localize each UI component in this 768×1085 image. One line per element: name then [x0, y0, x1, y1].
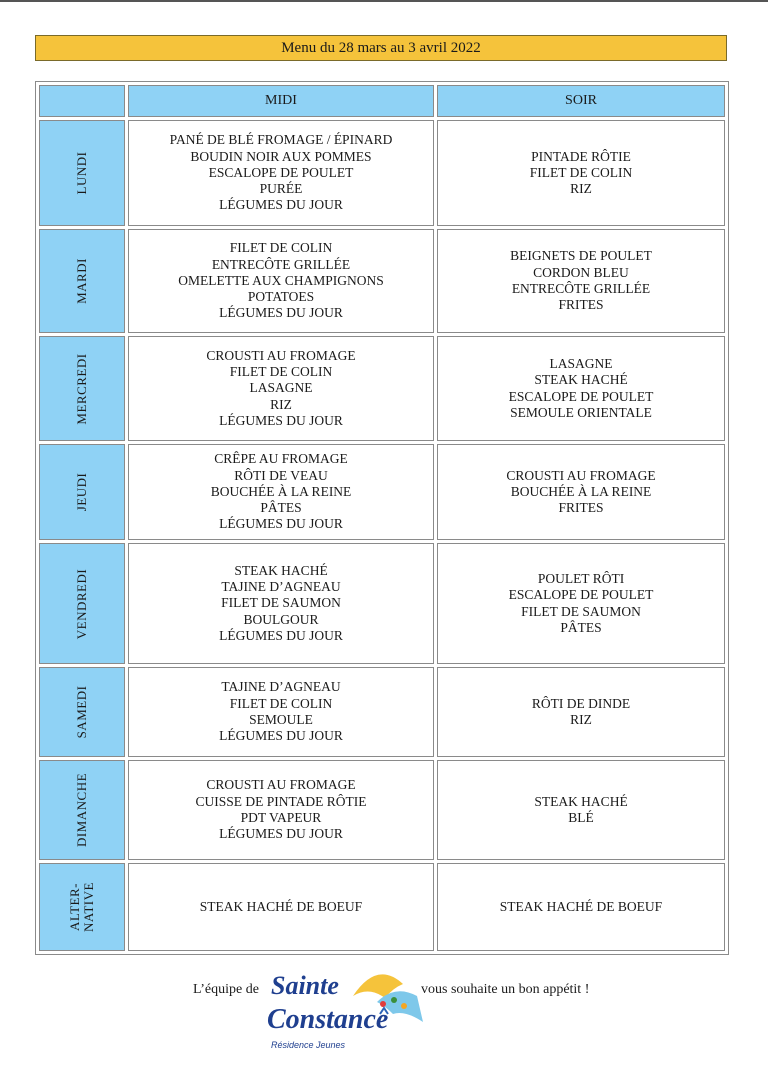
dish-item: RÔTI DE VEAU [234, 467, 328, 483]
dish-item: ENTRECÔTE GRILLÉE [511, 281, 651, 296]
logo-subtitle: Résidence Jeunes [271, 1040, 346, 1050]
day-label-line: ALTER- [67, 882, 82, 932]
dish-item: POULET RÔTI [537, 570, 625, 586]
menu-cell-soir [437, 120, 725, 226]
dish-item: CROUSTI AU FROMAGE [506, 467, 656, 483]
day-label: MERCREDI [74, 352, 89, 425]
menu-cell-soir [437, 336, 725, 441]
dish-item: ENTRECÔTE GRILLÉE [211, 256, 351, 272]
day-label-cell [39, 444, 125, 540]
menu-cell-soir [437, 444, 725, 540]
dish-item: PINTADE RÔTIE [531, 148, 631, 164]
logo-line-2: Constance [267, 1004, 389, 1035]
day-row [39, 120, 725, 226]
dish-item: FILET DE SAUMON [521, 603, 641, 619]
dish-item: TAJINE D’AGNEAU [221, 679, 341, 695]
day-label: VENDREDI [74, 568, 89, 639]
day-row [39, 336, 725, 441]
menu-cell-midi [128, 543, 434, 664]
header-row [39, 85, 725, 117]
menu-cell-midi [128, 229, 434, 333]
day-label-cell [39, 543, 125, 664]
dish-item: CORDON BLEU [533, 264, 629, 280]
dish-item: RIZ [570, 712, 592, 727]
dish-item: TAJINE D’AGNEAU [221, 579, 341, 595]
dish-item: FRITES [558, 500, 604, 516]
dish-item: PÂTES [260, 500, 302, 516]
dish-item: FILET DE SAUMON [221, 595, 341, 611]
day-row [39, 760, 725, 860]
dish-item: FRITES [558, 297, 604, 313]
dish-item: PANÉ DE BLÉ FROMAGE / ÉPINARD [169, 132, 393, 148]
menu-cell-soir [437, 229, 725, 333]
dish-item: BOUCHÉE À LA REINE [510, 483, 652, 499]
day-label-cell [39, 863, 125, 951]
dish-item: FILET DE COLIN [229, 364, 333, 380]
dish-item: CRÊPE AU FROMAGE [214, 451, 348, 467]
dish-item: LÉGUMES DU JOUR [219, 516, 343, 532]
dish-item: OMELETTE AUX CHAMPIGNONS [178, 272, 384, 288]
dish-item: STEAK HACHÉ DE BOEUF [199, 898, 363, 914]
menu-title: Menu du 28 mars au 3 avril 2022 [35, 35, 727, 61]
dish-item: LÉGUMES DU JOUR [219, 826, 343, 842]
dish-item: PÂTES [560, 619, 602, 635]
dish-item: FILET DE COLIN [529, 164, 633, 180]
day-label [68, 882, 96, 932]
menu-table [35, 81, 729, 955]
dish-item: BOUCHÉE À LA REINE [210, 483, 352, 499]
dish-item: FILET DE COLIN [229, 695, 333, 711]
dish-item: PURÉE [259, 181, 303, 197]
day-label: SAMEDI [74, 685, 89, 739]
day-label-cell [39, 120, 125, 226]
menu-cell-soir [437, 760, 725, 860]
dish-item: CUISSE DE PINTADE RÔTIE [195, 793, 367, 809]
dish-item: STEAK HACHÉ [534, 372, 628, 388]
day-label: JEUDI [74, 472, 89, 512]
menu-cell-midi [128, 863, 434, 951]
dish-item: STEAK HACHÉ [234, 562, 328, 578]
footer-right-text: vous souhaite un bon appétit ! [421, 982, 590, 997]
dish-item: POTATOES [247, 289, 315, 305]
sainte-constance-logo [265, 962, 425, 1054]
day-label: LUNDI [74, 151, 89, 195]
dish-item: RÔTI DE DINDE [531, 695, 631, 711]
day-label-cell [39, 336, 125, 441]
column-header-soir: SOIR [437, 85, 725, 117]
dish-item: ESCALOPE DE POULET [208, 164, 354, 180]
day-row [39, 229, 725, 333]
dish-item: STEAK HACHÉ [534, 793, 628, 809]
dish-item: ESCALOPE DE POULET [508, 587, 654, 603]
column-header-midi: MIDI [128, 85, 434, 117]
dish-item: LÉGUMES DU JOUR [219, 728, 343, 744]
day-label-cell [39, 667, 125, 757]
dish-item: CROUSTI AU FROMAGE [206, 777, 356, 793]
day-label: MARDI [74, 258, 89, 304]
day-row [39, 667, 725, 757]
dish-item: SEMOULE ORIENTALE [510, 404, 652, 420]
day-label-cell [39, 229, 125, 333]
menu-cell-soir [437, 543, 725, 664]
dish-item: PDT VAPEUR [240, 810, 322, 825]
day-label-cell [39, 760, 125, 860]
dish-item: LÉGUMES DU JOUR [219, 412, 343, 428]
dish-item: RIZ [570, 181, 592, 197]
menu-cell-soir [437, 667, 725, 757]
dish-item: LÉGUMES DU JOUR [219, 305, 343, 321]
dish-item: LÉGUMES DU JOUR [219, 197, 343, 213]
day-row [39, 444, 725, 540]
menu-cell-midi [128, 667, 434, 757]
menu-cell-midi [128, 444, 434, 540]
menu-cell-midi [128, 760, 434, 860]
day-row [39, 863, 725, 951]
dish-item: FILET DE COLIN [229, 240, 333, 256]
menu-cell-midi [128, 336, 434, 441]
dish-item: BOULGOUR [243, 611, 319, 627]
dish-item: LASAGNE [249, 380, 313, 396]
dish-item: BEIGNETS DE POULET [510, 248, 652, 264]
day-label-line: NATIVE [81, 882, 96, 932]
dish-item: STEAK HACHÉ DE BOEUF [499, 898, 663, 914]
menu-cell-soir [437, 863, 725, 951]
dish-item: SEMOULE [249, 712, 313, 727]
menu-cell-midi [128, 120, 434, 226]
dish-item: RIZ [270, 396, 292, 412]
top-rule [0, 0, 768, 2]
dish-item: ESCALOPE DE POULET [508, 388, 654, 404]
dish-item: BOUDIN NOIR AUX POMMES [190, 148, 372, 164]
day-row [39, 543, 725, 664]
footer-left-text: L’équipe de [193, 982, 259, 997]
dish-item: BLÉ [568, 810, 594, 825]
footer [0, 960, 768, 1060]
dish-item: CROUSTI AU FROMAGE [206, 347, 356, 363]
dish-item: LÉGUMES DU JOUR [219, 627, 343, 643]
logo-line-1: Sainte [271, 971, 339, 1000]
dish-item: LASAGNE [549, 355, 613, 371]
corner-cell [39, 85, 125, 117]
day-label: DIMANCHE [74, 772, 89, 848]
